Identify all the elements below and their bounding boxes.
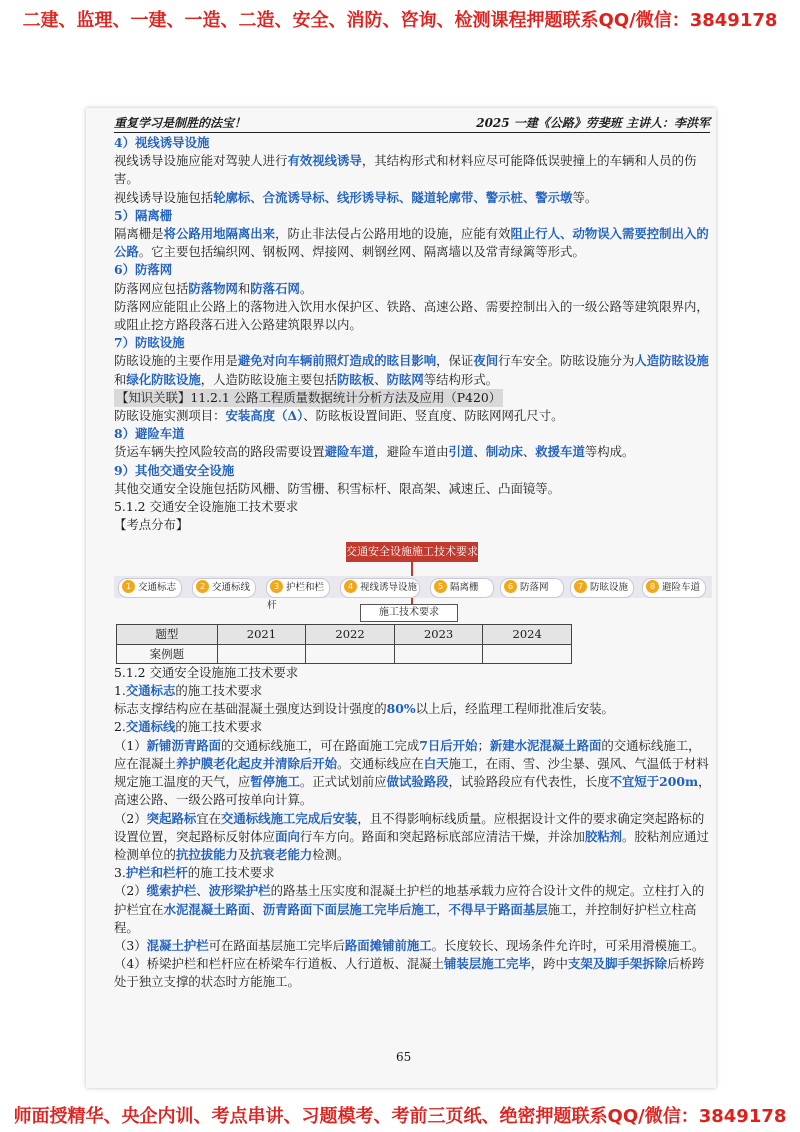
- header-right: 2025 一建《公路》劳斐班 主讲人：李洪军: [476, 116, 710, 130]
- table-header: 2021: [217, 625, 306, 644]
- table-row: [117, 644, 572, 663]
- paragraph: 防眩设施实测项目：安装高度（Δ）、防眩板设置间距、竖直度、防眩网网孔尺寸。: [114, 408, 564, 424]
- table-header: 2022: [306, 625, 395, 644]
- paragraph: 防落网应能阻止公路上的落物进入饮用水保护区、铁路、高速公路、需要控制出入的一级公路等建筑限界内，或阻止挖方路段落石进入公路建筑限界以内。: [114, 298, 709, 333]
- diagram-item: 6 防落网: [500, 578, 564, 598]
- paragraph: 其他交通安全设施包括防风栅、防雪栅、积雪标杆、限高架、减速丘、凸面镜等。: [114, 480, 561, 496]
- page-header: [114, 114, 710, 133]
- table-header: 2024: [483, 625, 572, 644]
- heading-antiglare: 7）防眩设施: [114, 335, 185, 351]
- table-cell: 案例题: [117, 644, 218, 663]
- heading-falling-net: 6）防落网: [114, 262, 173, 278]
- topic-diagram: [114, 540, 712, 620]
- diagram-item: 4 视线诱导设施: [340, 578, 420, 598]
- paragraph: （1）新铺沥青路面的交通标线施工，可在路面施工完成7日后开始；新建水泥混凝土路面的交通标线施工，应在混凝土养护膜老化起皮并清除后开始。交通标线应在白天施工，在雨、雪、沙尘暴、强风、气温低于材料规定施工温度的天气，应暂停施工。正式试划前应做试验路段，试验路段应有代表性，长度不宜短于200m，高速公路、一级公路可按单向计算。: [114, 737, 711, 808]
- exam-distribution-label: 【考点分布】: [114, 517, 189, 533]
- diagram-item: 8 避险车道: [642, 578, 706, 598]
- table-header: 2023: [394, 625, 483, 644]
- table-cell: [217, 644, 306, 663]
- heading-visual-guidance: 4）视线诱导设施: [114, 135, 210, 150]
- paragraph: （2）突起路标宜在交通标线施工完成后安装，且不得影响标线质量。应根据设计文件的要求确定突起路标的设置位置，突起路标反射体应面向行车方向。路面和突起路标底部应清洁干燥，并涂加胶粘剂。胶粘剂应通过检测单位的抗拉拔能力及抗衰老能力检测。: [114, 810, 709, 862]
- diagram-item: 5 隔离栅: [430, 578, 494, 598]
- knowledge-link: 【知识关联】11.2.1 公路工程质量数据统计分析方法及应用（P420）: [114, 389, 712, 407]
- paragraph: （2）缆索护栏、波形梁护栏的路基土压实度和混凝土护栏的地基承载力应符合设计文件的规定。立柱打入的护栏宜在水泥混凝土路面、沥青路面下面层施工完毕后施工，不得早于路面基层施工，并控制好护栏立柱高程。: [114, 883, 705, 935]
- page-number: 65: [396, 1050, 412, 1064]
- heading-other-facilities: 9）其他交通安全设施: [114, 462, 235, 478]
- diagram-item: 2 交通标线: [192, 578, 256, 598]
- year-table: [116, 624, 572, 663]
- paragraph: （4）桥梁护栏和栏杆应在桥梁车行道板、人行道板、混凝土铺装层施工完毕，跨中支架及脚手架拆除后桥跨处于独立支撑的状态时方能施工。: [114, 956, 705, 990]
- diagram-item: 3 护栏和栏杆: [266, 578, 330, 598]
- bottom-banner: 师面授精华、央企内训、考点串讲、习题模考、考前三页纸、绝密押题联系QQ/微信：3849178: [13, 1106, 787, 1127]
- paragraph: 隔离栅是将公路用地隔离出来，防止非法侵占公路用地的设施，应能有效阻止行人、动物误入需要控制出入的公路。它主要包括编织网、钢板网、焊接网、刺钢丝网、隔离墙以及常青绿篱等形式。: [114, 226, 709, 260]
- table-cell: [483, 644, 572, 663]
- section-title: 5.1.2 交通安全设施施工技术要求: [114, 499, 299, 515]
- paragraph: 货运车辆失控风险较高的路段需要设置避险车道，避险车道由引道、制动床、救援车道等构成。: [114, 444, 635, 460]
- paragraph: 防落网应包括防落物网和防落石网。: [114, 280, 313, 296]
- section-title: 5.1.2 交通安全设施施工技术要求: [114, 664, 299, 680]
- subheading-signs: 1.交通标志的施工技术要求: [114, 683, 263, 699]
- header-left: 重复学习是制胜的法宝！: [114, 116, 247, 130]
- table-header: 题型: [117, 625, 218, 644]
- paragraph: 防眩设施的主要作用是避免对向车辆前照灯造成的眩目影响，保证夜间行车安全。防眩设施分为人造防眩设施和绿化防眩设施，人造防眩设施主要包括防眩板、防眩网等结构形式。: [114, 353, 709, 387]
- diagram-connector: [411, 562, 413, 576]
- diagram-item: 7 防眩设施: [570, 578, 634, 598]
- diagram-bottom-box: 施工技术要求: [360, 604, 458, 622]
- heading-escape-lane: 8）避险车道: [114, 426, 185, 442]
- top-banner: 二建、监理、一建、一造、二造、安全、消防、咨询、检测课程押题联系QQ/微信：3849178: [22, 10, 778, 31]
- diagram-title: 交通安全设施施工技术要求: [346, 542, 478, 562]
- paragraph: （3）混凝土护栏可在路面基层施工完毕后路面摊铺前施工。长度较长、现场条件允许时，可采用滑模施工。: [114, 937, 705, 953]
- heading-fence: 5）隔离栅: [114, 207, 173, 223]
- paragraph: 标志支撑结构应在基础混凝土强度达到设计强度的80%以上后，经监理工程师批准后安装。: [114, 701, 614, 717]
- diagram-item: 1 交通标志: [118, 578, 182, 598]
- subheading-markings: 2.交通标线的施工技术要求: [114, 719, 263, 735]
- paragraph: 视线诱导设施应能对驾驶人进行有效视线诱导，其结构形式和材料应尽可能降低误驶撞上的车辆和人员的伤害。: [114, 153, 697, 187]
- table-cell: [306, 644, 395, 663]
- page-content: [114, 134, 712, 992]
- table-cell: [394, 644, 483, 663]
- paragraph: 视线诱导设施包括轮廓标、合流诱导标、线形诱导标、隧道轮廓带、警示桩、警示墩等。: [114, 189, 598, 205]
- subheading-guardrails: 3.护栏和栏杆的施工技术要求: [114, 865, 275, 881]
